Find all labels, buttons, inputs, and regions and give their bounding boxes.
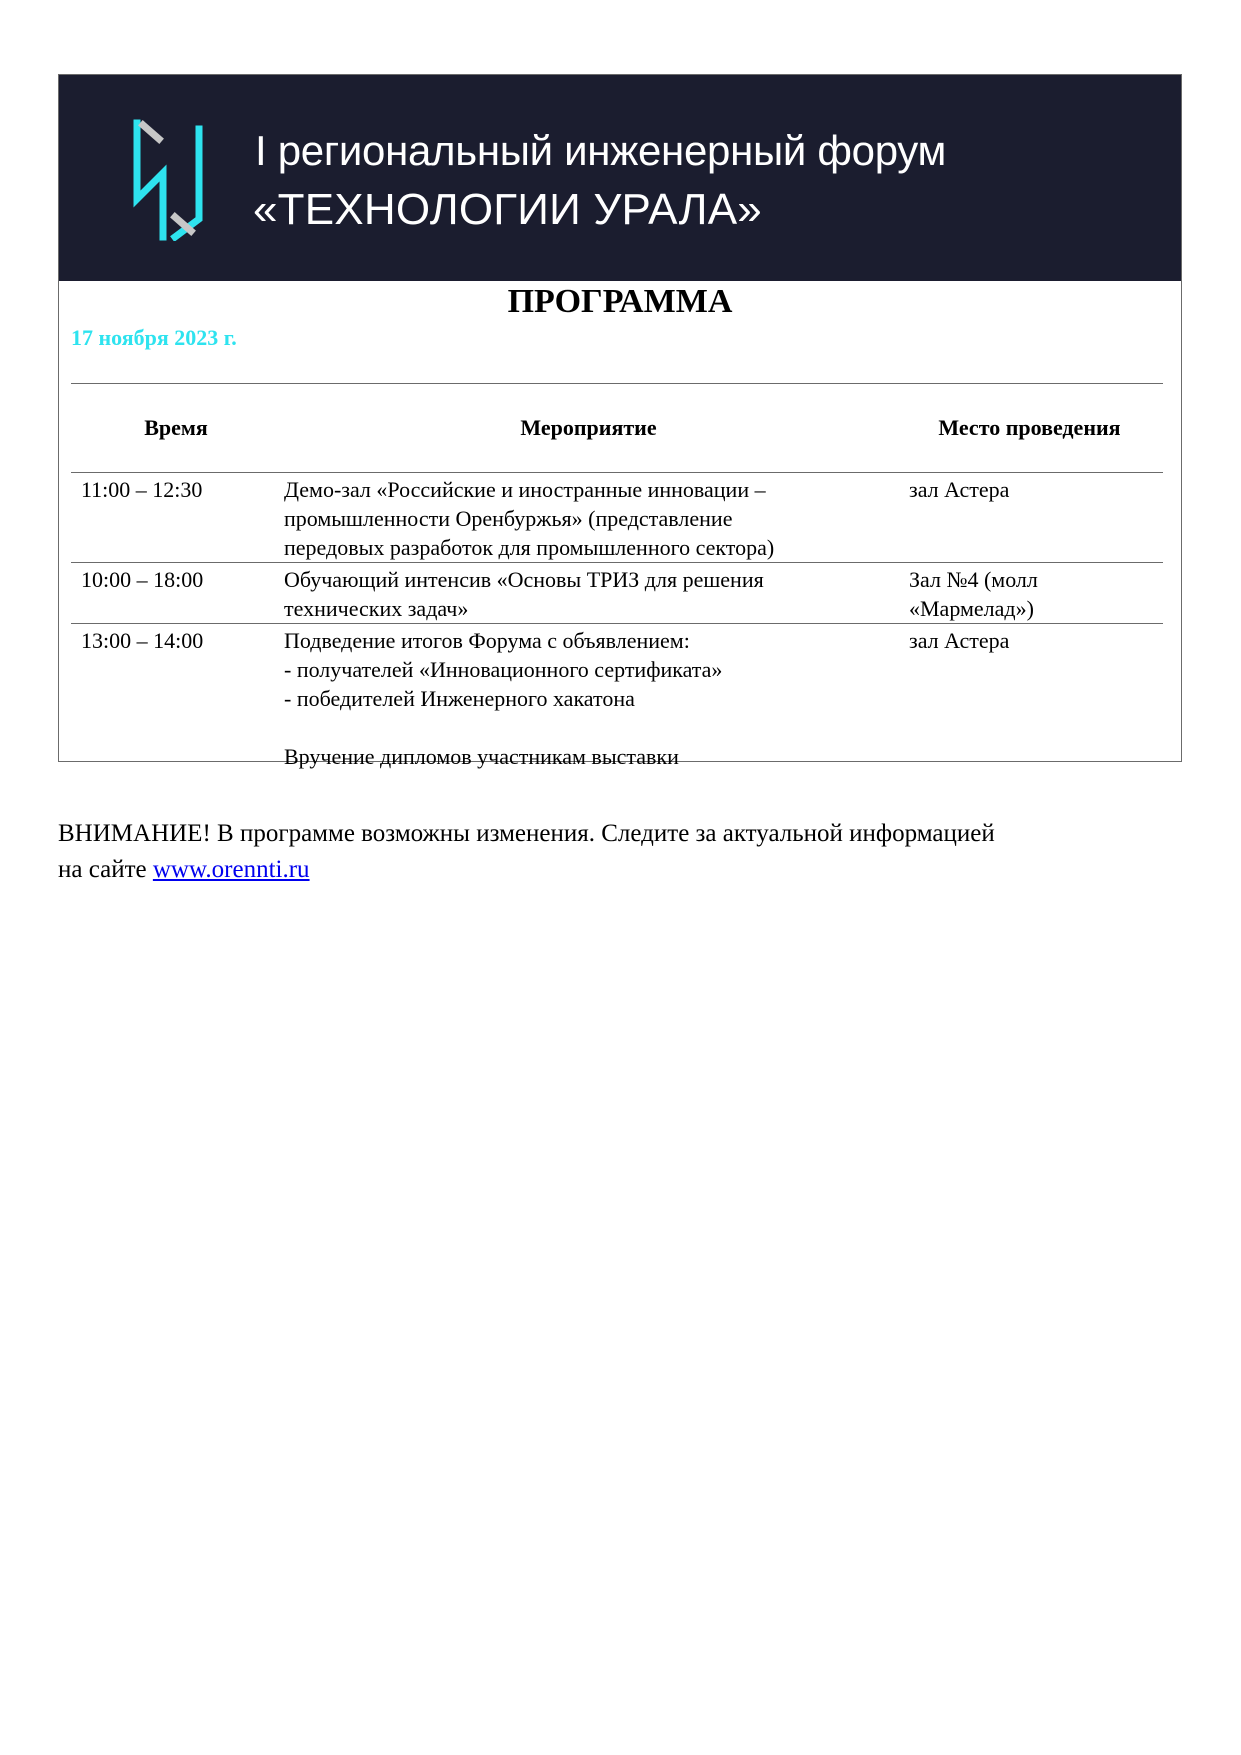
event-cell xyxy=(281,563,896,624)
event-line: - получателей «Инновационного сертификата» xyxy=(284,657,723,682)
place-line: зал Астера xyxy=(909,477,1010,502)
program-frame xyxy=(58,74,1182,769)
column-header-time: Время xyxy=(71,384,281,473)
event-line: промышленности Оренбуржья» (представление xyxy=(284,506,733,531)
forum-logo-icon xyxy=(131,119,207,241)
event-cell xyxy=(281,624,896,774)
time-cell: 13:00 – 14:00 xyxy=(71,624,281,774)
column-header-event: Мероприятие xyxy=(281,384,896,473)
event-line: Вручение дипломов участникам выставки xyxy=(284,744,679,769)
place-line: зал Астера xyxy=(909,628,1010,653)
event-line: Подведение итогов Форума с объявлением: xyxy=(284,628,690,653)
schedule-table xyxy=(71,383,1163,773)
place-cell xyxy=(896,624,1163,774)
notice-prefix: на сайте xyxy=(58,856,153,883)
event-line: передовых разработок для промышленного сектора) xyxy=(284,535,775,560)
program-title: ПРОГРАММА xyxy=(507,283,733,320)
place-cell xyxy=(896,473,1163,563)
notice-line1: ВНИМАНИЕ! В программе возможны изменения. Следите за актуальной информацией xyxy=(58,820,995,847)
forum-banner xyxy=(59,75,1181,281)
place-line: «Мармелад») xyxy=(909,596,1034,621)
table-row xyxy=(71,473,1163,563)
event-line: Демо-зал «Российские и иностранные инновации – xyxy=(284,477,766,502)
event-cell xyxy=(281,473,896,563)
event-line: технических задач» xyxy=(284,596,469,621)
table-header-row xyxy=(71,384,1163,473)
event-line: Обучающий интенсив «Основы ТРИЗ для решения xyxy=(284,567,764,592)
column-header-place: Место проведения xyxy=(896,384,1163,473)
table-row xyxy=(71,563,1163,624)
time-cell: 10:00 – 18:00 xyxy=(71,563,281,624)
notice-line2 xyxy=(58,852,1182,888)
changes-notice xyxy=(58,816,1182,888)
place-cell xyxy=(896,563,1163,624)
program-date: 17 ноября 2023 г. xyxy=(71,325,237,350)
banner-title-line2: «ТЕХНОЛОГИИ УРАЛА» xyxy=(253,185,762,234)
time-cell: 11:00 – 12:30 xyxy=(81,477,203,502)
event-line xyxy=(284,713,896,742)
event-line: - победителей Инженерного хакатона xyxy=(284,686,635,711)
place-line: Зал №4 (молл xyxy=(909,567,1038,592)
banner-title-line1: I региональный инженерный форум xyxy=(255,127,947,174)
website-link[interactable]: www.orennti.ru xyxy=(152,856,310,883)
table-row xyxy=(71,624,1163,774)
